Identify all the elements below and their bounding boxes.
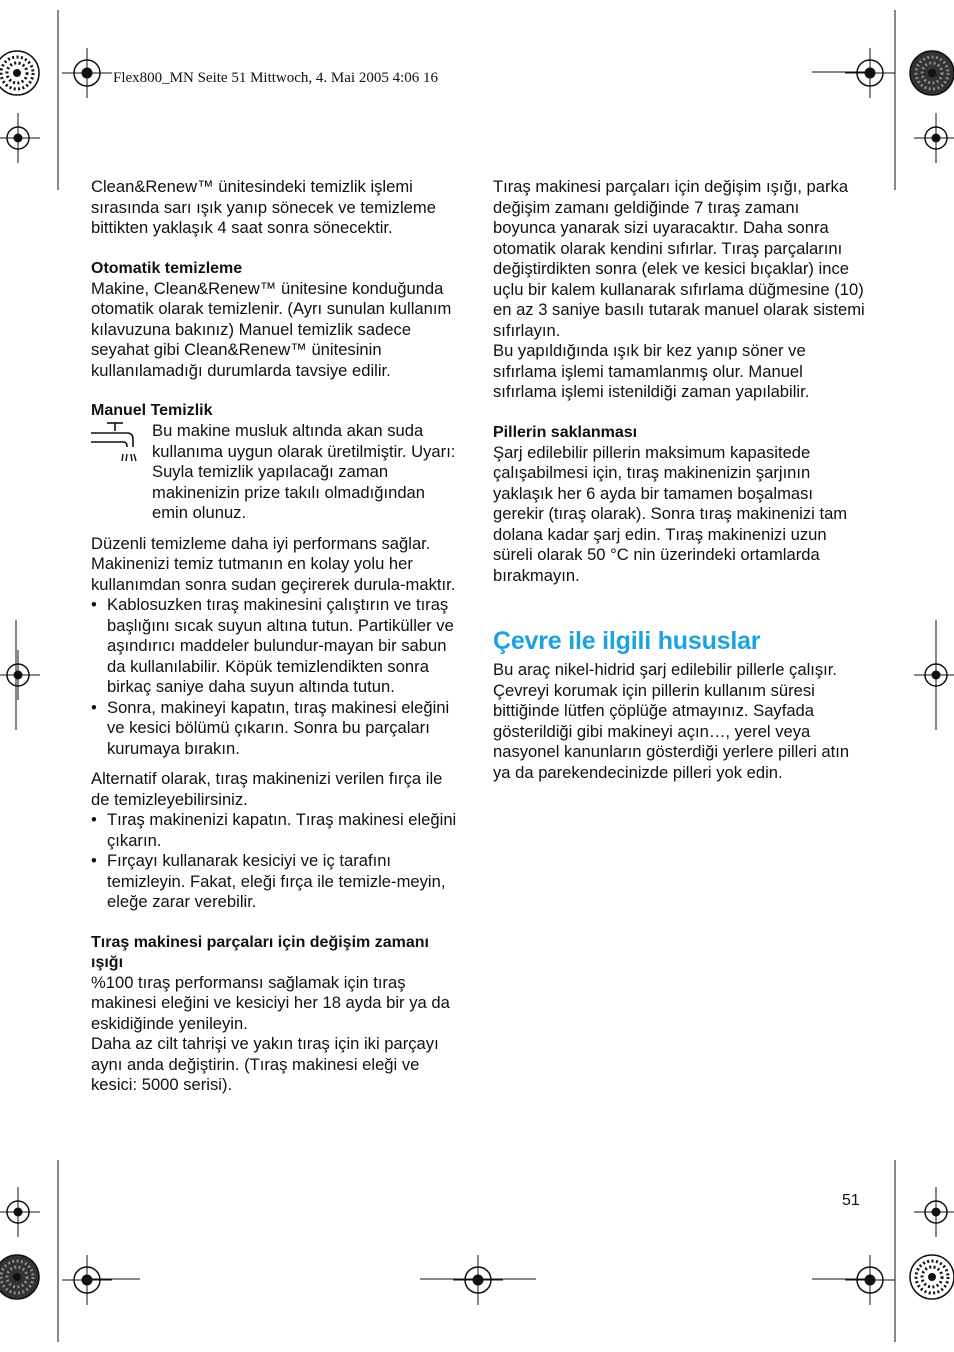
page-number: 51: [842, 1192, 860, 1209]
print-header: Flex800_MN Seite 51 Mittwoch, 4. Mai 2005 4:06 16: [113, 70, 438, 86]
parts-replacement-text-2: Daha az cilt tahrişi ve yakın tıraş için iki parçayı aynı anda değiştirin. (Tıraş makinesi eleği ve kesici: 5000 serisi).: [91, 1034, 439, 1094]
parts-replacement-heading: Tıraş makinesi parçaları için değişim zamanı ışığı: [91, 933, 429, 971]
reset-text-1: Tıraş makinesi parçaları için değişim ışığı, parka değişim zamanı geldiğinde 7 tıraş zamanı boyunca yanarak sizi uyaracaktır. Daha sonra otomatik olarak kendini sıfırlar. Tıraş parçalarını değiştirdikten sonra (elek ve kesici bıçaklar) ince uçlu bir kalem kullanarak sıfırlama düğmesine (10) en az 3 saniye basılı tutarak manuel olarak sistemi sıfırlayın.: [493, 177, 865, 340]
intro-paragraph: Clean&Renew™ ünitesindeki temizlik işlemi sırasında sarı ışık yanıp sönecek ve temizleme bittikten yaklaşık 4 saat sonra sönecektir.: [91, 177, 436, 237]
auto-cleaning-text: Makine, Clean&Renew™ ünitesine konduğunda otomatik olarak temizlenir. (Ayrı sunulan kullanım kılavuzuna bakınız) Manuel temizlik sadece seyahat gibi Clean&Renew™ ünitesinin kullanılamadığı durumlarda tavsiye edilir.: [91, 278, 452, 380]
auto-cleaning-heading: Otomatik temizleme: [91, 259, 243, 277]
list-item: • Tıraş makinenizi kapatın. Tıraş makinesi eleğini çıkarın.: [91, 810, 463, 851]
regular-cleaning-intro: Düzenli temizleme daha iyi performans sağlar. Makinenizi temiz tutmanın en kolay yolu her kullanımdan sonra sudan geçirerek durula-maktır.: [91, 533, 456, 594]
brush-cleaning-intro: Alternatif olarak, tıraş makinenizi verilen fırça ile de temizleyebilirsiniz.: [91, 769, 443, 809]
list-item: • Fırçayı kullanarak kesiciyi ve iç tarafını temizleyin. Fakat, eleği fırça ile temizle-meyin, eleğe zarar verebilir.: [91, 851, 463, 913]
battery-storage-heading: Pillerin saklanması: [493, 423, 638, 441]
environment-text: Bu araç nikel-hidrid şarj edilebilir pillerle çalışır. Çevreyi korumak için pillerin kullanım süresi bittiğinde lütfen çöplüğe atmayınız. Sayfada gösterildiği gibi makineyi açın…, yerel veya nasyonel kanunların gösterdiği yerlere pilleri atın ya da parekendecinizde pilleri yok edin.: [493, 660, 850, 782]
list-item: • Sonra, makineyi kapatın, tıraş makinesi eleğini ve kesici bölümü çıkarın. Sonra bu parçaları kurumaya bırakın.: [91, 698, 463, 760]
parts-replacement-text-1: %100 tıraş performansı sağlamak için tıraş makinesi eleğini ve kesiciyi her 18 ayda bir ya da eskidiğinde yenileyin.: [91, 972, 450, 1033]
manual-cleaning-text: Bu makine musluk altında akan suda kullanıma uygun olarak üretilmiştir. Uyarı: Suyla temizlik yapılacağı zaman makinenizin prize takılı olmadığından emin olunuz.: [152, 421, 456, 522]
environment-heading: Çevre ile ilgili hususlar: [493, 627, 761, 655]
battery-storage-text: Şarj edilebilir pillerin maksimum kapasitede çalışabilmesi için, tıraş makinenizin şarjının yaklaşık her 6 ayda bir tamamen boşalması gerekir (tıraş olarak). Sonra tıraş makinenizi tam dolana kadar şarj edin. Tıraş makinenizi uzun süreli olarak 50 °C nin üzerindeki ortamlarda bırakmayın.: [493, 442, 848, 585]
reset-text-2: Bu yapıldığında ışık bir kez yanıp söner ve sıfırlama işlemi tamamlanmış olur. Manuel sıfırlama işlemi istenildiği zaman yapılabilir.: [493, 341, 810, 401]
list-item: • Kablosuzken tıraş makinesini çalıştırın ve tıraş başlığını sıcak suyun altına tutun. Partiküller ve aşındırıcı maddeler bulundur-mayan bir sabun da kullanılabilir. Köpük temizlendikten sonra birkaç saniye daha suyun altında tutun.: [91, 595, 463, 698]
manual-cleaning-heading: Manuel Temizlik: [91, 402, 213, 419]
